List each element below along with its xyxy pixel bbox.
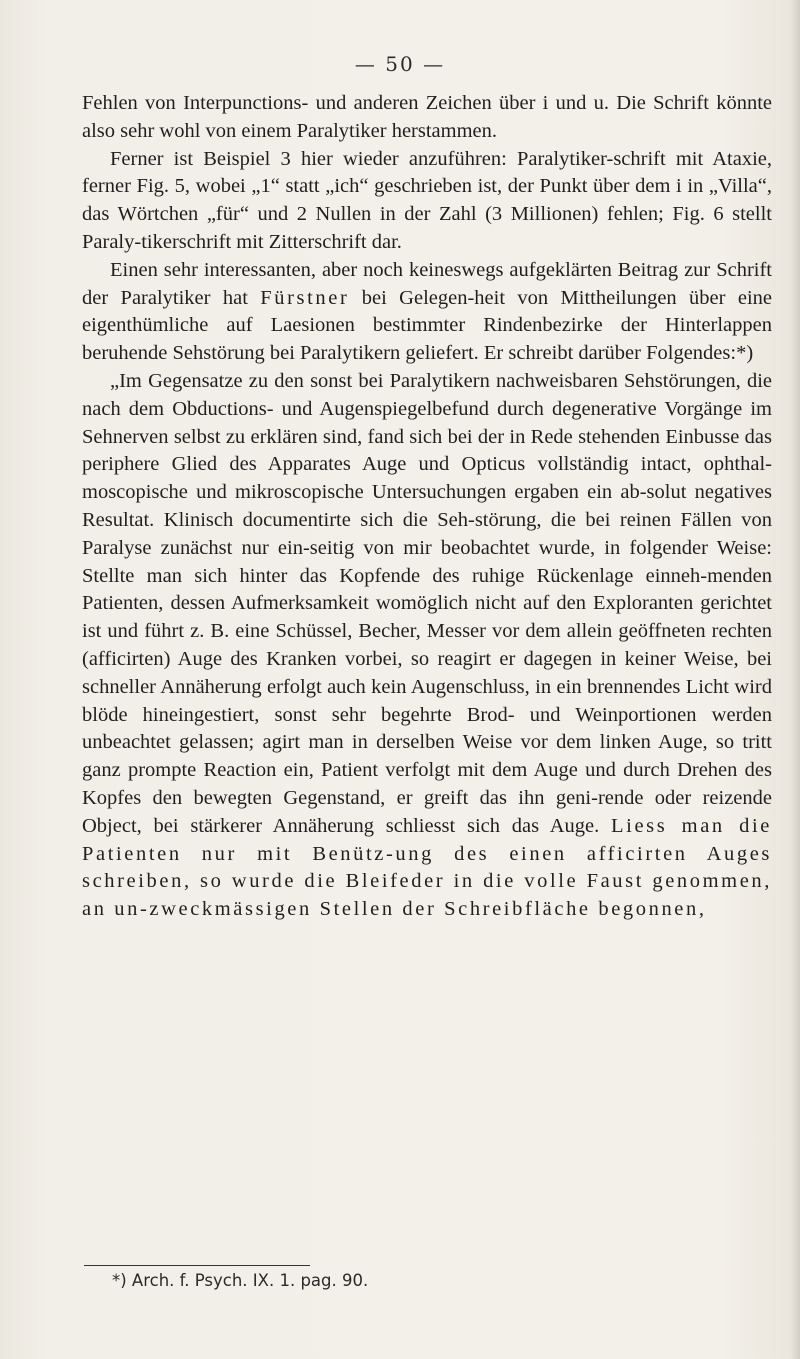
paragraph-2: Ferner ist Beispiel 3 hier wieder anzuführen: Paralytiker-schrift mit Ataxie, ferner Fig. 5, wobei „1“ statt „ich“ geschrieben ist, der Punkt über dem i in „Villa“, das Wörtchen „für“ und 2 Nullen in der Zahl (3 Millionen) fehlen; Fig. 6 stellt Paraly-tikerschrift mit Zitterschrift dar. xyxy=(82,147,772,253)
quote-text: „Im Gegensatze zu den sonst bei Paralytikern nachweisbaren Sehstörungen, die nach dem Obductions- und Augenspiegelbefund durch degenerative Vorgänge im Sehnerven selbst zu erklären sind, fand sich bei der in Rede stehenden Einbusse das periphere Glied des Apparates Auge und Opticus vollständig intact, ophthal-moscopische und mikroscopische Untersuchungen ergaben ein ab-solut negatives Resultat. Klinisch documentirte sich die Seh-störung, die bei reinen Fällen von Paralyse zunächst nur ein-seitig von mir beobachtet wurde, in folgender Weise: Stellte man sich hinter das Kopfende des ruhige Rückenlage einneh-menden Patienten, dessen Aufmerksamkeit womöglich nicht auf den Exploranten gerichtet ist und führt z. B. eine Schüssel, Becher, Messer vor dem allein geöffneten rechten (afficirten) Auge des Kranken vorbei, so reagirt er dagegen in keiner Weise, bei schneller Annäherung erfolgt auch kein Augenschluss, in ein brennendes Licht wird blöde hineingestiert, sonst sehr begehrte Brod- und Weinportionen werden unbeachtet gelassen; agirt man in derselben Weise vor dem linken Auge, so tritt ganz prompte Reaction ein, Patient verfolgt mit dem Auge und durch Drehen des Kopfes den bewegten Gegenstand, er greift das ihn geni-rende oder reizende Object, bei stärkerer Annäherung schliesst sich das Auge. xyxy=(82,369,772,837)
quote-emphasized-text: Liess man die Patienten nur mit Benütz-ung des einen afficirten Auges schreiben, so wurde die Bleifeder in die volle Faust genommen, an un-zweckmässigen Stellen der Schreibfläche begonnen, xyxy=(82,814,772,921)
author-name: Fürstner xyxy=(260,286,350,309)
paragraph-4-quote xyxy=(82,368,772,924)
footnote: *) Arch. f. Psych. IX. 1. pag. 90. xyxy=(112,1271,369,1290)
paragraph-1: Fehlen von Interpunctions- und anderen Zeichen über i und u. Die Schrift könnte also sehr wohl von einem Paralytiker herstammen. xyxy=(82,92,772,142)
paragraph-3 xyxy=(82,257,772,368)
page-number: — 50 — xyxy=(354,52,446,76)
paragraph-3-text-end: bei Gelegen-heit von Mittheilungen über eine eigenthümliche auf Laesionen bestimmter Rindenbezirke der Hinterlappen beruhende Sehstörung bei Paralytikern geliefert. Er schreibt darüber Folgendes:*) xyxy=(82,286,772,365)
page-edge-shadow xyxy=(790,0,800,1359)
paragraph-3-text-start: Einen sehr interessanten, aber noch keineswegs aufgeklärten Beitrag zur Schrift der Paralytiker hat xyxy=(82,258,772,309)
footnote-divider xyxy=(84,1265,310,1266)
body-text xyxy=(82,90,772,924)
